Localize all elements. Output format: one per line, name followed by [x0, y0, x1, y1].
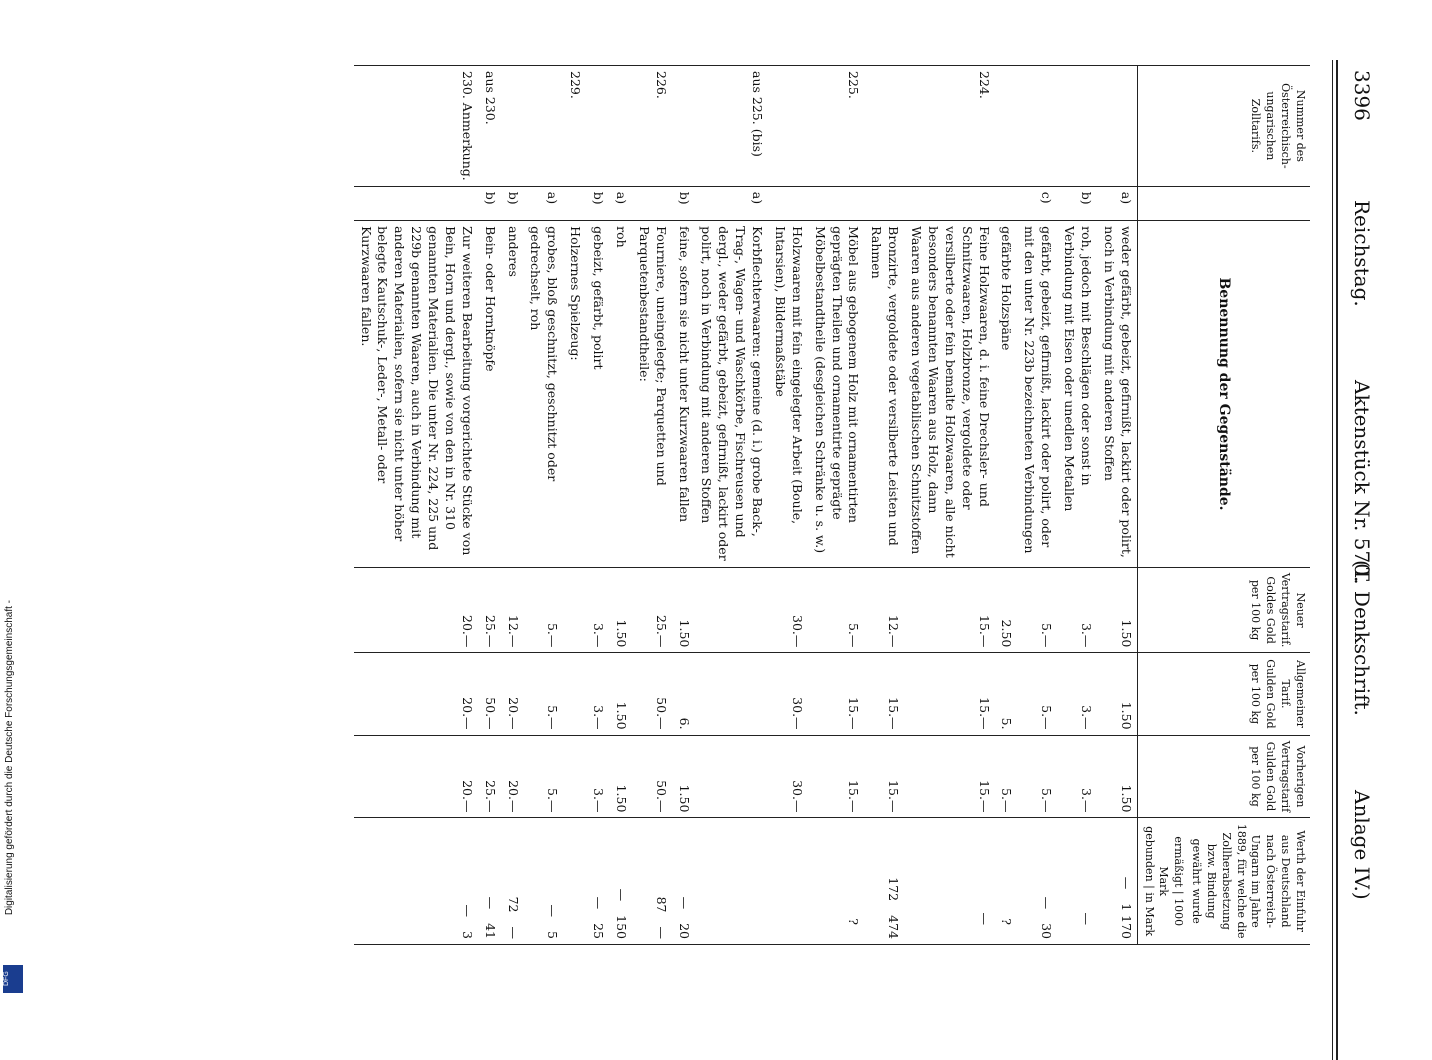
- annex-label: Anlage IV.): [1350, 790, 1374, 900]
- cell-allgemeiner-tarif: 30.—: [768, 653, 808, 735]
- cell-subitem: [995, 186, 1018, 220]
- cell-vertragstarif: 15.—: [904, 567, 994, 653]
- table-row: [695, 66, 769, 945]
- document-header: [1340, 0, 1380, 1000]
- cell-number: 224.: [904, 66, 994, 187]
- institution-name: Reichstag.: [1350, 200, 1374, 307]
- cell-einfuhr-ermaessigt: [354, 818, 478, 945]
- cell-allgemeiner-tarif: [695, 653, 769, 735]
- cell-einfuhr-ermaessigt: [995, 818, 1018, 945]
- cell-number: 230. Anmerkung.: [354, 66, 478, 187]
- cell-subitem: [864, 186, 904, 220]
- cell-description: gefärbt, gebeizt, gefirnißt, lackirt oder polirt, oder mit den unter Nr. 223b bezeichneten Verbindungen: [1017, 221, 1057, 568]
- cell-vertragstarif: [563, 567, 586, 653]
- cell-vertragstarif: [695, 567, 769, 653]
- cell-einfuhr-gebunden: 20: [676, 923, 692, 939]
- cell-allgemeiner-tarif: 3.—: [586, 653, 609, 735]
- cell-einfuhr-gebunden: 30: [1039, 923, 1055, 939]
- cell-allgemeiner-tarif: 1.50: [1097, 653, 1137, 735]
- cell-einfuhr-ermaessigt-value: —: [482, 896, 498, 910]
- cell-vertragstarif-bisher: 50.—: [632, 735, 672, 818]
- cell-allgemeiner-tarif: 20.—: [501, 653, 524, 735]
- cell-allgemeiner-tarif: 50.—: [632, 653, 672, 735]
- cell-vertragstarif-bisher: 30.—: [768, 735, 808, 818]
- cell-description: Korbflechterwaaren: gemeine (d. i.) grobe Back-, Trag-, Wagen- und Waschkörbe, Fischreusen und dergl., weder gefärbt, gebeizt, gefirnißt, lackirt oder polirt, noch in Verbindung mit anderen Stoffen: [695, 221, 769, 568]
- einfuhr-gebunden-label: gebunden | in Mark: [1142, 826, 1156, 937]
- cell-subitem: b): [478, 186, 501, 220]
- table-row: [354, 66, 478, 945]
- col-header-description: Benennung der Gegenstände.: [1137, 221, 1310, 568]
- cell-description: Fourniere, uneingelegte; Parquetten und Parquetenbestandtheile:: [632, 221, 672, 568]
- cell-einfuhr-ermaessigt: [1017, 818, 1057, 945]
- cell-allgemeiner-tarif: 15.—: [808, 653, 865, 735]
- cell-vertragstarif-bisher: 15.—: [864, 735, 904, 818]
- cell-einfuhr-gebunden: 41: [482, 923, 498, 939]
- cell-subitem: b): [586, 186, 609, 220]
- cell-einfuhr-ermaessigt: [768, 818, 808, 945]
- cell-vertragstarif: 30.—: [768, 567, 808, 653]
- col-header-sub: [1137, 186, 1310, 220]
- cell-einfuhr-gebunden: 3: [459, 931, 475, 939]
- table-row: [1057, 66, 1097, 945]
- cell-vertragstarif: 5.—: [808, 567, 865, 653]
- cell-vertragstarif-bisher: 15.—: [808, 735, 865, 818]
- cell-vertragstarif: 12.—: [864, 567, 904, 653]
- document-kind: (T. Denkschrift.: [1350, 560, 1374, 716]
- table-row: [768, 66, 808, 945]
- cell-einfuhr-ermaessigt: [501, 818, 524, 945]
- cell-subitem: [354, 186, 478, 220]
- cell-vertragstarif: 2.50: [995, 567, 1018, 653]
- cell-description: Holzernes Spielzeug:: [563, 221, 586, 568]
- cell-vertragstarif: 25.—: [478, 567, 501, 653]
- cell-vertragstarif-bisher: 20.—: [501, 735, 524, 818]
- cell-description: grobes, bloß geschnitzt, geschnitzt oder gedrechselt, roh: [524, 221, 564, 568]
- cell-subitem: [808, 186, 865, 220]
- dfg-logo-text: DFG: [3, 971, 10, 987]
- cell-allgemeiner-tarif: 15.—: [904, 653, 994, 735]
- cell-vertragstarif: 1.50: [609, 567, 632, 653]
- cell-vertragstarif: 3.—: [1057, 567, 1097, 653]
- cell-subitem: [632, 186, 672, 220]
- cell-einfuhr-ermaessigt: [695, 818, 769, 945]
- cell-vertragstarif-bisher: 5.—: [524, 735, 564, 818]
- table-row: [864, 66, 904, 945]
- cell-einfuhr-ermaessigt-value: 72: [505, 896, 521, 913]
- cell-allgemeiner-tarif: 5.—: [524, 653, 564, 735]
- table-row: [632, 66, 672, 945]
- cell-allgemeiner-tarif: [563, 653, 586, 735]
- cell-einfuhr-ermaessigt-value: —: [676, 896, 692, 910]
- cell-subitem: [563, 186, 586, 220]
- cell-description: Bronzirte, vergoldete oder versilberte Leisten und Rahmen: [864, 221, 904, 568]
- cell-einfuhr-ermaessigt-value: —: [545, 904, 561, 918]
- cell-subitem: a): [524, 186, 564, 220]
- cell-vertragstarif: 5.—: [1017, 567, 1057, 653]
- table-body: [354, 66, 1138, 945]
- cell-einfuhr-gebunden: 1 170: [1118, 903, 1134, 939]
- cell-number: [864, 66, 904, 187]
- cell-description: Holzwaaren mit fein eingelegter Arbeit (Boule, Intarsien), Bildermaßstäbe: [768, 221, 808, 568]
- cell-number: [995, 66, 1018, 187]
- cell-einfuhr-ermaessigt-value: —: [1039, 896, 1055, 910]
- cell-number: 225.: [808, 66, 865, 187]
- cell-number: [501, 66, 524, 187]
- document-number: Aktenstück Nr. 570.: [1350, 380, 1374, 583]
- cell-allgemeiner-tarif: 20.—: [354, 653, 478, 735]
- cell-description: roh, jedoch mit Beschlägen oder sonst in Verbindung mit Eisen oder unedlen Metallen: [1057, 221, 1097, 568]
- cell-einfuhr-ermaessigt: [864, 818, 904, 945]
- cell-number: [1017, 66, 1057, 187]
- cell-vertragstarif: 1.50: [1097, 567, 1137, 653]
- table-row: [808, 66, 865, 945]
- cell-description: feine, sofern sie nicht unter Kurzwaaren fallen: [672, 221, 695, 568]
- cell-number: [586, 66, 609, 187]
- cell-einfuhr-gebunden: 25: [591, 923, 607, 939]
- cell-vertragstarif-bisher: [695, 735, 769, 818]
- col-header-einfuhr: [1137, 818, 1310, 945]
- cell-vertragstarif: 1.50: [672, 567, 695, 653]
- cell-number: aus 230.: [478, 66, 501, 187]
- cell-number: 226.: [632, 66, 672, 187]
- dfg-logo-icon: [3, 965, 23, 993]
- cell-vertragstarif-bisher: 1.50: [1097, 735, 1137, 818]
- cell-subitem: b): [501, 186, 524, 220]
- table-row: [501, 66, 524, 945]
- cell-vertragstarif: 25.—: [632, 567, 672, 653]
- table-row: [609, 66, 632, 945]
- table-row: [995, 66, 1018, 945]
- header-rule-thin: [1332, 60, 1333, 1060]
- cell-number: aus 225. (bis): [695, 66, 769, 187]
- cell-einfuhr-gebunden: —: [653, 926, 669, 939]
- col-header-vertragstarif-bisher: Vorherigen Vertragstarif Gulden Gold per 100 kg: [1137, 735, 1310, 818]
- cell-vertragstarif: 5.—: [524, 567, 564, 653]
- cell-allgemeiner-tarif: 15.—: [864, 653, 904, 735]
- cell-description: roh: [609, 221, 632, 568]
- header-rule: [1336, 60, 1338, 1060]
- cell-number: [524, 66, 564, 187]
- cell-einfuhr-ermaessigt-value: —: [1118, 876, 1134, 890]
- cell-subitem: b): [1057, 186, 1097, 220]
- cell-vertragstarif-bisher: 1.50: [672, 735, 695, 818]
- table-row: [586, 66, 609, 945]
- cell-subitem: [768, 186, 808, 220]
- cell-allgemeiner-tarif: 5.: [995, 653, 1018, 735]
- table-row: [478, 66, 501, 945]
- cell-allgemeiner-tarif: 50.—: [478, 653, 501, 735]
- cell-number: [672, 66, 695, 187]
- cell-vertragstarif-bisher: 25.—: [478, 735, 501, 818]
- cell-allgemeiner-tarif: 6.: [672, 653, 695, 735]
- page-number: 3396: [1350, 70, 1374, 121]
- table-row: [563, 66, 586, 945]
- cell-einfuhr-gebunden: —: [505, 926, 521, 939]
- cell-description: gefärbte Holzspäne: [995, 221, 1018, 568]
- table-row: [904, 66, 994, 945]
- cell-vertragstarif-bisher: 3.—: [586, 735, 609, 818]
- cell-einfuhr-ermaessigt: [609, 818, 632, 945]
- cell-number: [1097, 66, 1137, 187]
- table-row: [1097, 66, 1137, 945]
- digitization-note: [4, 600, 24, 990]
- cell-number: 229.: [563, 66, 586, 187]
- cell-einfuhr-ermaessigt: [672, 818, 695, 945]
- cell-number: [1057, 66, 1097, 187]
- cell-vertragstarif-bisher: 1.50: [609, 735, 632, 818]
- cell-einfuhr-ermaessigt: [904, 818, 994, 945]
- cell-description: Feine Holzwaaren, d. i. feine Drechsler- und Schnitzwaaren, Holzbronze, vergoldete oder versilberte oder fein bemalte Holzwaaren, alle nicht besonders benannten Waaren aus Holz, dann Waaren aus anderen vegetabilischen Schnitzstoffen: [904, 221, 994, 568]
- col-header-vertragstarif: Neuer Vertragstarif. Goldes Gold per 100 kg: [1137, 567, 1310, 653]
- table-row: [524, 66, 564, 945]
- cell-description: weder gefärbt, gebeizt, gefirnißt, lackirt oder polirt, noch in Verbindung mit anderen Stoffen: [1097, 221, 1137, 568]
- cell-description: Bein- oder Hornknöpfe: [478, 221, 501, 568]
- cell-description: gebeizt, gefärbt, polirt: [586, 221, 609, 568]
- cell-subitem: c): [1017, 186, 1057, 220]
- cell-einfuhr-ermaessigt-value: —: [1078, 912, 1094, 925]
- cell-einfuhr-ermaessigt: [586, 818, 609, 945]
- cell-einfuhr-gebunden: 474: [886, 915, 902, 939]
- cell-einfuhr-ermaessigt-value: —: [459, 904, 475, 918]
- cell-einfuhr-ermaessigt: [563, 818, 586, 945]
- cell-einfuhr-ermaessigt: [632, 818, 672, 945]
- cell-allgemeiner-tarif: 1.50: [609, 653, 632, 735]
- cell-einfuhr-ermaessigt-value: —: [591, 896, 607, 910]
- cell-subitem: a): [695, 186, 769, 220]
- cell-vertragstarif-bisher: [563, 735, 586, 818]
- cell-vertragstarif-bisher: 3.—: [1057, 735, 1097, 818]
- cell-number: [609, 66, 632, 187]
- cell-einfuhr-ermaessigt: [524, 818, 564, 945]
- cell-einfuhr-ermaessigt-value: ?: [999, 918, 1015, 925]
- cell-description: Möbel aus gebogenem Holz mit ornamentirten geprägten Theilen und ornamentirte geprägte Möbelbestandtheile (desgleichen Schränke u. s. w.): [808, 221, 865, 568]
- cell-subitem: a): [609, 186, 632, 220]
- cell-description: anderes: [501, 221, 524, 568]
- cell-allgemeiner-tarif: 5.—: [1017, 653, 1057, 735]
- cell-einfuhr-ermaessigt-value: ?: [846, 918, 862, 925]
- table-row: [672, 66, 695, 945]
- cell-einfuhr-ermaessigt-value: —: [976, 912, 992, 925]
- cell-number: [768, 66, 808, 187]
- cell-subitem: [904, 186, 994, 220]
- col-header-number: Nummer des Österreichisch-ungarischen Zolltarifs.: [1137, 66, 1310, 187]
- cell-vertragstarif-bisher: 5.—: [995, 735, 1018, 818]
- cell-subitem: b): [672, 186, 695, 220]
- cell-einfuhr-ermaessigt-value: 172: [886, 877, 902, 902]
- cell-vertragstarif: 3.—: [586, 567, 609, 653]
- cell-vertragstarif: 12.—: [501, 567, 524, 653]
- cell-allgemeiner-tarif: 3.—: [1057, 653, 1097, 735]
- tariff-table: [354, 65, 1310, 945]
- cell-subitem: a): [1097, 186, 1137, 220]
- einfuhr-ermaessigt-label: ermäßigt | 1000 Mark: [1157, 836, 1186, 927]
- cell-einfuhr-gebunden: 5: [545, 931, 561, 939]
- cell-einfuhr-ermaessigt: [1057, 818, 1097, 945]
- cell-vertragstarif-bisher: 20.—: [354, 735, 478, 818]
- cell-description: Zur weiteren Bearbeitung vorgerichtete Stücke von Bein, Horn und dergl., sowie von den in Nr. 310 genannten Materialien. Die unter Nr. 224, 225 und 229b genannten Waaren, auch in Verbindung mit anderen Materialien, sofern sie nicht unter höher belegte Kautschuk-, Leder-, Metall- oder Kurzwaaren fallen.: [354, 221, 478, 568]
- table-row: [1017, 66, 1057, 945]
- cell-vertragstarif-bisher: 5.—: [1017, 735, 1057, 818]
- cell-vertragstarif-bisher: 15.—: [904, 735, 994, 818]
- cell-vertragstarif: 20.—: [354, 567, 478, 653]
- cell-einfuhr-ermaessigt: [478, 818, 501, 945]
- cell-einfuhr-ermaessigt-value: —: [613, 888, 629, 902]
- col-header-allgemeiner-tarif: Allgemeiner Tarif. Gulden Gold per 100 kg: [1137, 653, 1310, 735]
- einfuhr-header-text: Werth der Einfuhr aus Deutschland nach Österreich-Ungarn im Jahre 1889, für welche die Zollherabsetzung bzw. Bindung gewährt wurde: [1190, 823, 1307, 939]
- table-header-row: [1137, 66, 1310, 945]
- cell-einfuhr-gebunden: 150: [613, 915, 629, 939]
- cell-einfuhr-ermaessigt-value: 87: [653, 896, 669, 913]
- cell-einfuhr-ermaessigt: [808, 818, 865, 945]
- digitization-note-text: Digitalisierung gefördert durch die Deutsche Forschungsgemeinschaft -: [4, 600, 15, 916]
- cell-einfuhr-ermaessigt: [1097, 818, 1137, 945]
